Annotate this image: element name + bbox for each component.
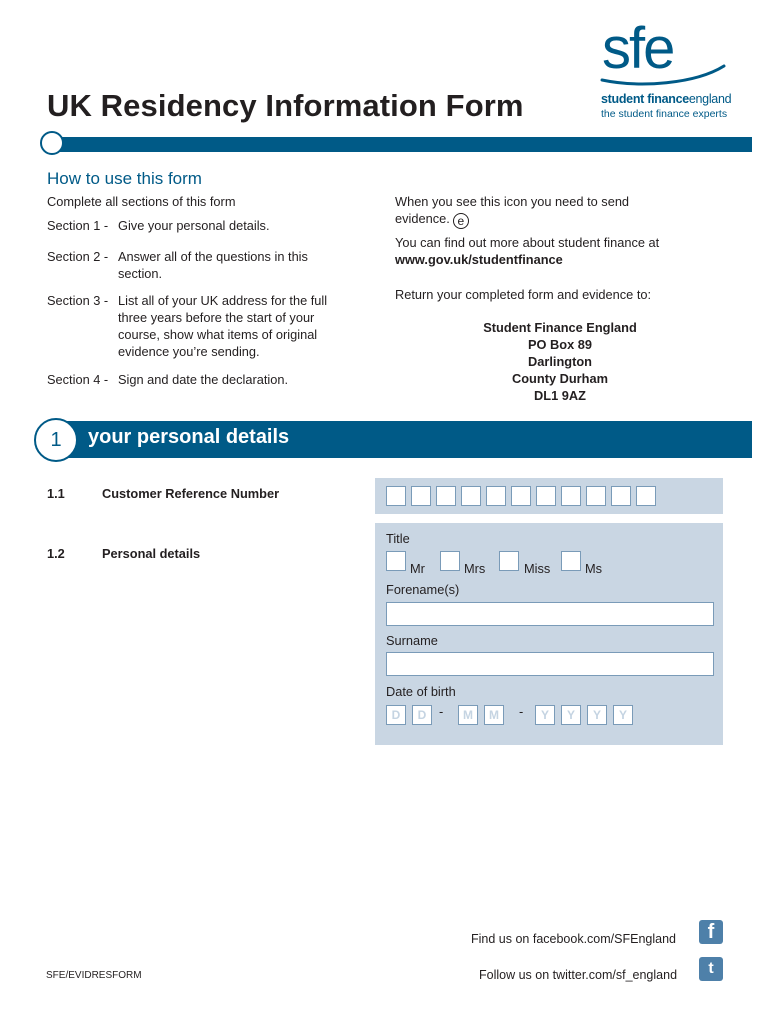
- personal-details-panel: [375, 523, 723, 745]
- crn-digit-box[interactable]: [586, 486, 606, 506]
- evidence-note: [395, 193, 675, 229]
- sfe-logo-mark: sfe: [602, 16, 674, 81]
- crn-panel: [375, 478, 723, 514]
- section-label: Section 4 -: [47, 372, 109, 387]
- section-text: Sign and date the declaration.: [118, 372, 289, 387]
- title-mr-label: Mr: [410, 561, 425, 576]
- dob-month-box[interactable]: M: [484, 705, 504, 725]
- logo-tagline: the student finance experts: [601, 108, 728, 120]
- title-label: Title: [386, 531, 410, 546]
- crn-digit-box[interactable]: [411, 486, 431, 506]
- page-title: UK Residency Information Form: [47, 88, 524, 123]
- forename-label: Forename(s): [386, 582, 460, 597]
- logo-text: [601, 92, 731, 106]
- logo-text-bold: student finance: [601, 92, 689, 106]
- q11-number: 1.1: [47, 486, 65, 501]
- address-line-3: Darlington: [528, 354, 592, 369]
- forename-input[interactable]: [386, 602, 714, 626]
- section-1-title: your personal details: [88, 426, 290, 448]
- crn-digit-box[interactable]: [386, 486, 406, 506]
- surname-input[interactable]: [386, 652, 714, 676]
- section-label: Section 2 -: [47, 249, 109, 264]
- crn-digit-box[interactable]: [636, 486, 656, 506]
- dob-separator: -: [439, 704, 444, 719]
- crn-digit-box[interactable]: [561, 486, 581, 506]
- title-ms-checkbox[interactable]: [561, 551, 581, 571]
- q11-label: Customer Reference Number: [102, 486, 280, 501]
- title-miss-label: Miss: [524, 561, 551, 576]
- section-label: Section 3 -: [47, 293, 109, 308]
- address-line-1: Student Finance England: [483, 320, 637, 335]
- facebook-text[interactable]: Find us on facebook.com/SFEngland: [471, 932, 676, 946]
- logo-text-regular: england: [688, 92, 732, 106]
- more-info-link[interactable]: www.gov.uk/studentfinance: [395, 252, 563, 267]
- facebook-icon[interactable]: f: [699, 920, 723, 944]
- crn-digit-box[interactable]: [486, 486, 506, 506]
- section-text: Answer all of the questions in this section.: [118, 249, 308, 281]
- logo-swoosh-icon: [600, 58, 730, 88]
- title-mrs-checkbox[interactable]: [440, 551, 460, 571]
- more-info-text: You can find out more about student finance at: [395, 235, 660, 250]
- evidence-icon: e: [453, 213, 469, 229]
- section-text: List all of your UK address for the full three years before the start of your course, show what items of original evidence you’re sending.: [118, 293, 328, 359]
- title-ms-label: Ms: [585, 561, 603, 576]
- header-bar-circle: [40, 131, 64, 155]
- dob-year-box[interactable]: Y: [561, 705, 581, 725]
- dob-year-box[interactable]: Y: [587, 705, 607, 725]
- twitter-text[interactable]: Follow us on twitter.com/sf_england: [479, 968, 678, 982]
- crn-digit-box[interactable]: [461, 486, 481, 506]
- dob-day-box[interactable]: D: [386, 705, 406, 725]
- howto-heading: How to use this form: [47, 169, 202, 188]
- surname-label: Surname: [386, 633, 438, 648]
- howto-section-2: [47, 248, 367, 282]
- howto-section-3: [47, 292, 367, 360]
- address-line-4: County Durham: [512, 371, 608, 386]
- dob-day-box[interactable]: D: [412, 705, 432, 725]
- address-line-2: PO Box 89: [527, 337, 592, 352]
- q12-label: Personal details: [102, 546, 201, 561]
- title-mr-checkbox[interactable]: [386, 551, 406, 571]
- crn-digit-box[interactable]: [536, 486, 556, 506]
- howto-intro: Complete all sections of this form: [47, 194, 236, 209]
- header-bar: [47, 137, 752, 152]
- dob-label: Date of birth: [386, 684, 456, 699]
- title-miss-checkbox[interactable]: [499, 551, 519, 571]
- title-mrs-label: Mrs: [464, 561, 486, 576]
- twitter-icon[interactable]: t: [699, 957, 723, 981]
- section-text: Give your personal details.: [118, 218, 270, 233]
- crn-digit-box[interactable]: [611, 486, 631, 506]
- evidence-text: When you see this icon you need to send evidence.: [395, 194, 630, 226]
- howto-section-4: [47, 371, 367, 388]
- q12-number: 1.2: [47, 546, 65, 561]
- howto-section-1: [47, 217, 367, 234]
- section-1-number: 1: [34, 418, 78, 462]
- address-line-5: DL1 9AZ: [534, 388, 586, 403]
- dob-separator: -: [519, 704, 524, 719]
- section-label: Section 1 -: [47, 218, 109, 233]
- return-text: Return your completed form and evidence to:: [395, 287, 652, 302]
- crn-digit-box[interactable]: [436, 486, 456, 506]
- crn-digit-box[interactable]: [511, 486, 531, 506]
- form-code: SFE/EVIDRESFORM: [46, 970, 142, 981]
- dob-year-box[interactable]: Y: [613, 705, 633, 725]
- dob-year-box[interactable]: Y: [535, 705, 555, 725]
- dob-month-box[interactable]: M: [458, 705, 478, 725]
